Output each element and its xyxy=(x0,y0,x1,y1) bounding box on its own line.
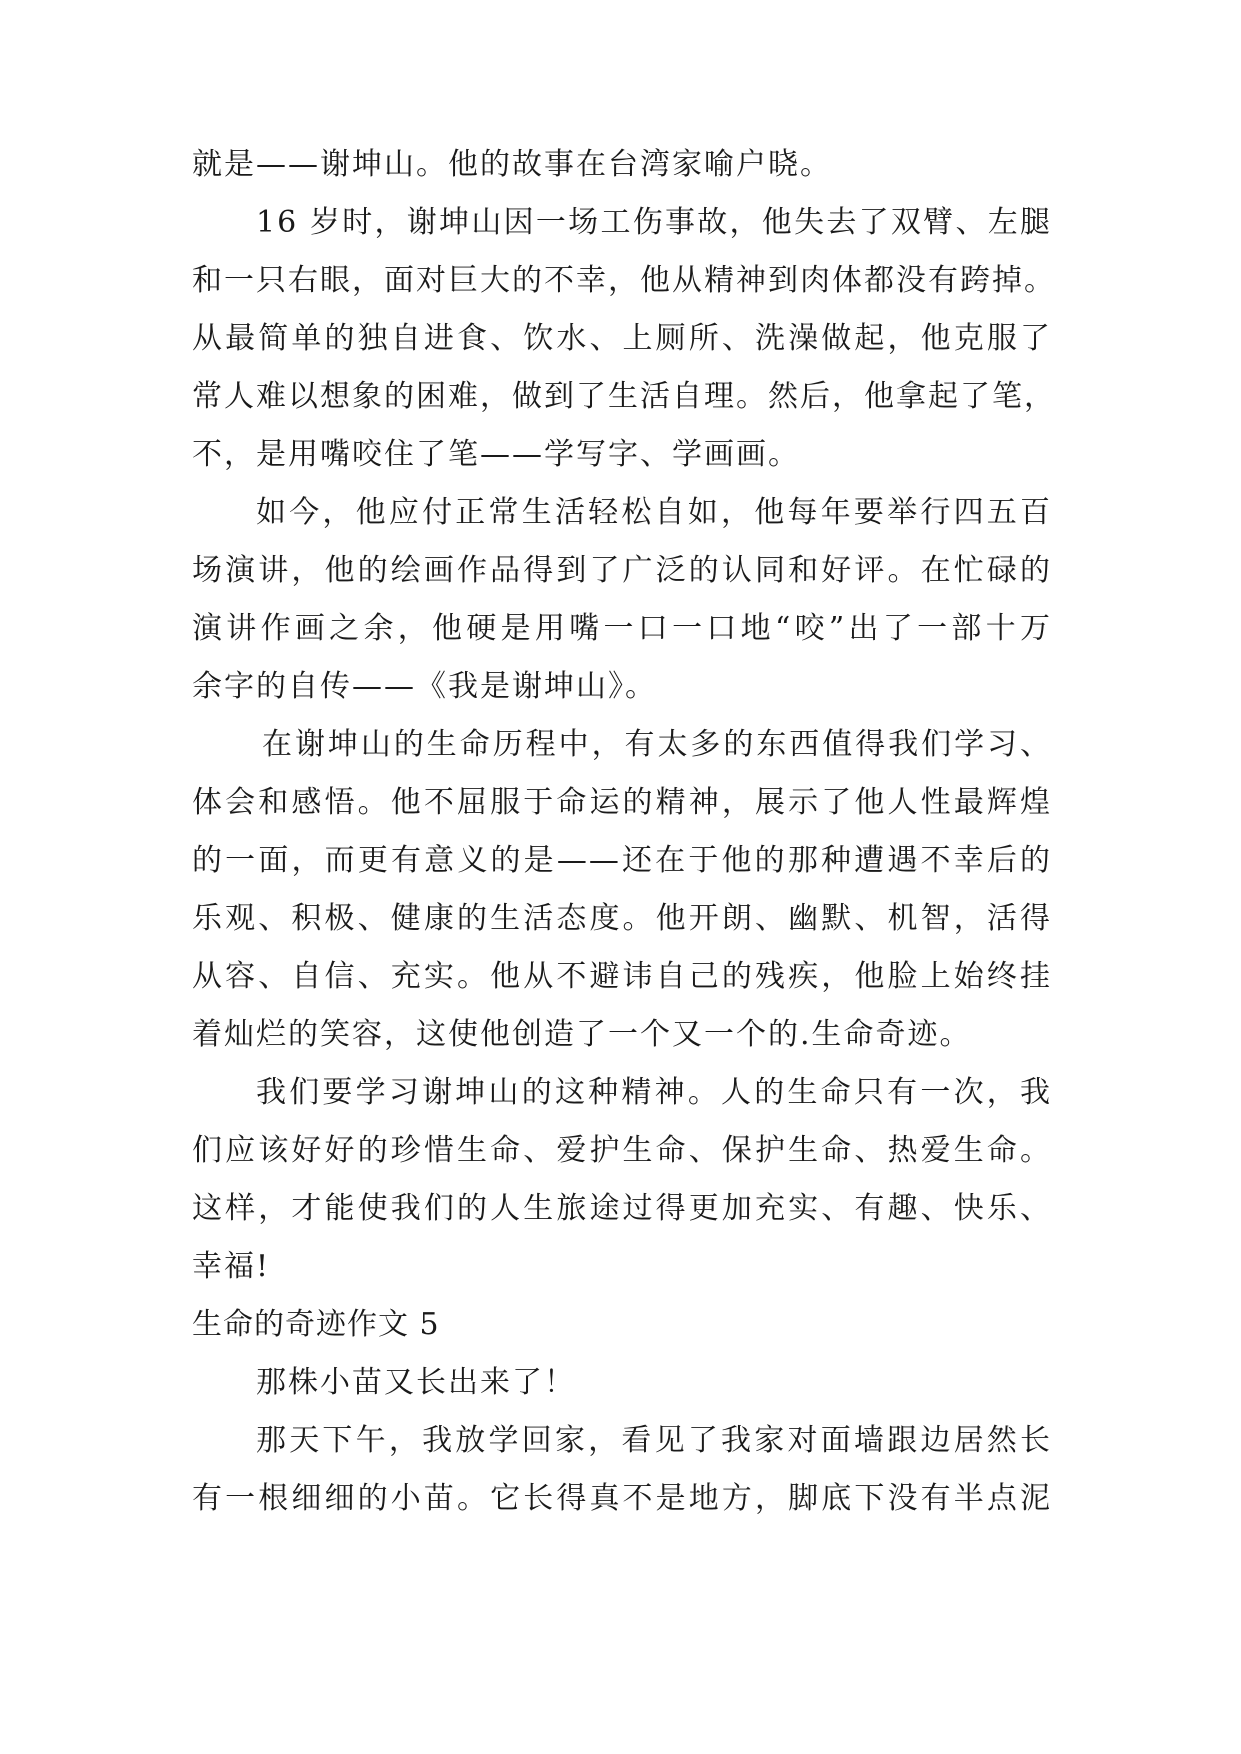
text-line: 有一根细细的小苗。它长得真不是地方，脚底下没有半点泥 xyxy=(192,1481,1052,1516)
paragraph-first-line: 那株小苗又长出来了！ xyxy=(256,1365,576,1400)
paragraph-first-line: 我们要学习谢坤山的这种精神。人的生命只有一次，我 xyxy=(256,1075,1052,1110)
text-line: 常人难以想象的困难，做到了生活自理。然后，他拿起了笔， xyxy=(192,379,1056,414)
paragraph-first-line: 在谢坤山的生命历程中，有太多的东西值得我们学习、 xyxy=(262,727,1052,762)
text-line: 余字的自传——《我是谢坤山》。 xyxy=(192,669,657,704)
paragraph-first-line: 16 岁时，谢坤山因一场工伤事故，他失去了双臂、左腿 xyxy=(256,205,1052,240)
text-line: 从最简单的独自进食、饮水、上厕所、洗澡做起，他克服了 xyxy=(192,321,1052,356)
text-line: 着灿烂的笑容，这使他创造了一个又一个的.生命奇迹。 xyxy=(192,1017,972,1052)
paragraph-first-line: 如今，他应付正常生活轻松自如，他每年要举行四五百 xyxy=(256,495,1052,530)
section-heading: 生命的奇迹作文 5 xyxy=(192,1307,440,1342)
text-line: 体会和感悟。他不屈服于命运的精神，展示了他人性最辉煌 xyxy=(192,785,1052,820)
text-line: 这样，才能使我们的人生旅途过得更加充实、有趣、快乐、 xyxy=(192,1191,1052,1226)
text-line: 们应该好好的珍惜生命、爱护生命、保护生命、热爱生命。 xyxy=(192,1133,1052,1168)
text-line: 的一面，而更有意义的是——还在于他的那种遭遇不幸后的 xyxy=(192,843,1052,878)
text-line: 从容、自信、充实。他从不避讳自己的残疾，他脸上始终挂 xyxy=(192,959,1052,994)
text-line: 和一只右眼，面对巨大的不幸，他从精神到肉体都没有跨掉。 xyxy=(192,263,1056,298)
text-line: 就是——谢坤山。他的故事在台湾家喻户晓。 xyxy=(192,147,832,182)
text-line: 乐观、积极、健康的生活态度。他开朗、幽默、机智，活得 xyxy=(192,901,1052,936)
text-line: 不，是用嘴咬住了笔——学写字、学画画。 xyxy=(192,437,800,472)
text-line: 演讲作画之余，他硬是用嘴一口一口地“咬”出了一部十万 xyxy=(192,611,1052,646)
paragraph-first-line: 那天下午，我放学回家，看见了我家对面墙跟边居然长 xyxy=(256,1423,1052,1458)
text-line: 幸福! xyxy=(192,1249,271,1284)
text-line: 场演讲，他的绘画作品得到了广泛的认同和好评。在忙碌的 xyxy=(192,553,1052,588)
